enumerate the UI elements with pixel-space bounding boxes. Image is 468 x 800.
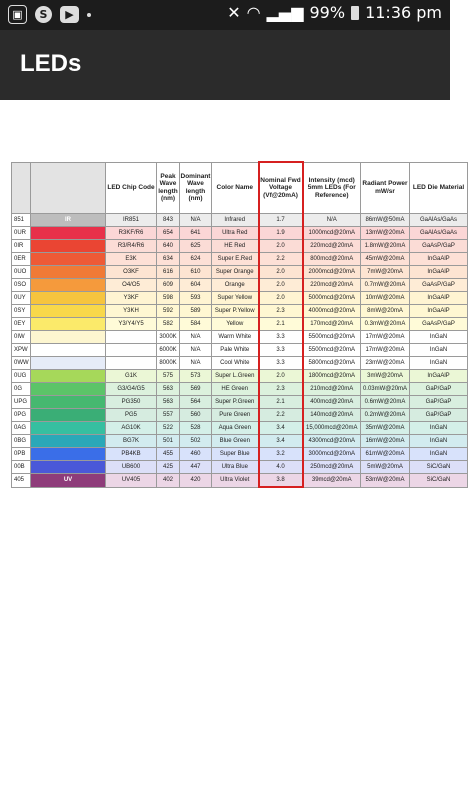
- intensity-cell: 5500mcd@20mA: [303, 331, 361, 344]
- intensity-cell: 170mcd@20mA: [303, 318, 361, 331]
- color-name-cell: Super Yellow: [212, 292, 259, 305]
- die-material-cell: InGaN: [410, 448, 468, 461]
- chip-code-cell: PG5: [106, 409, 157, 422]
- intensity-cell: N/A: [303, 214, 361, 227]
- battery-icon: [351, 6, 359, 20]
- voltage-cell: 2.0: [259, 266, 303, 279]
- dominant-wavelength-cell: 447: [180, 461, 212, 474]
- color-swatch: [31, 305, 106, 318]
- peak-wavelength-cell: 501: [157, 435, 180, 448]
- sync-icon: S: [35, 6, 52, 23]
- system-status: [227, 3, 442, 22]
- voltage-cell: 2.1: [259, 318, 303, 331]
- intensity-cell: 4300mcd@20mA: [303, 435, 361, 448]
- dominant-wavelength-cell: 528: [180, 422, 212, 435]
- intensity-cell: 15,000mcd@20mA: [303, 422, 361, 435]
- voltage-cell: 2.3: [259, 305, 303, 318]
- color-name-cell: Ultra Violet: [212, 474, 259, 488]
- radiant-power-cell: 0.6mW@20mA: [361, 396, 410, 409]
- voltage-cell: 2.0: [259, 292, 303, 305]
- code-cell: UPG: [12, 396, 31, 409]
- radiant-power-cell: 86mW@50mA: [361, 214, 410, 227]
- color-swatch: [31, 422, 106, 435]
- color-name-cell: Super Blue: [212, 448, 259, 461]
- code-cell: 851: [12, 214, 31, 227]
- voltage-cell: 2.0: [259, 279, 303, 292]
- header-code: [12, 162, 31, 214]
- chip-code-cell: PB4KB: [106, 448, 157, 461]
- die-material-cell: GaAsP/GaP: [410, 318, 468, 331]
- die-material-cell: SiC/GaN: [410, 461, 468, 474]
- table-row: [12, 396, 468, 409]
- intensity-cell: 1800mcd@20mA: [303, 370, 361, 383]
- color-name-cell: Aqua Green: [212, 422, 259, 435]
- chip-code-cell: [106, 357, 157, 370]
- die-material-cell: InGaN: [410, 435, 468, 448]
- color-swatch: [31, 435, 106, 448]
- header-peak: Peak Wave length (nm): [157, 162, 180, 214]
- radiant-power-cell: 13mW@20mA: [361, 227, 410, 240]
- header-voltage: Nominal Fwd Voltage (Vf@20mA): [259, 162, 303, 214]
- dominant-wavelength-cell: 502: [180, 435, 212, 448]
- color-name-cell: Cool White: [212, 357, 259, 370]
- color-swatch: [31, 409, 106, 422]
- code-cell: 0PB: [12, 448, 31, 461]
- header-dominant: Dominant Wave length (nm): [180, 162, 212, 214]
- dominant-wavelength-cell: 573: [180, 370, 212, 383]
- chip-code-cell: BG7K: [106, 435, 157, 448]
- chip-code-cell: [106, 331, 157, 344]
- peak-wavelength-cell: 575: [157, 370, 180, 383]
- intensity-cell: 400mcd@20mA: [303, 396, 361, 409]
- intensity-cell: 4000mcd@20mA: [303, 305, 361, 318]
- color-swatch: [31, 448, 106, 461]
- radiant-power-cell: 61mW@20mA: [361, 448, 410, 461]
- color-name-cell: Yellow: [212, 318, 259, 331]
- table-row: [12, 448, 468, 461]
- color-swatch: [31, 331, 106, 344]
- led-table-image[interactable]: [11, 161, 465, 488]
- chip-code-cell: Y3/Y4/Y5: [106, 318, 157, 331]
- more-notifications-icon: [87, 13, 91, 17]
- code-cell: 0UR: [12, 227, 31, 240]
- die-material-cell: InGaN: [410, 331, 468, 344]
- peak-wavelength-cell: 634: [157, 253, 180, 266]
- color-name-cell: Super Orange: [212, 266, 259, 279]
- chip-code-cell: R3KF/R6: [106, 227, 157, 240]
- peak-wavelength-cell: 3000K: [157, 331, 180, 344]
- die-material-cell: GaAsP/GaP: [410, 240, 468, 253]
- chip-code-cell: UB600: [106, 461, 157, 474]
- voltage-cell: 3.4: [259, 435, 303, 448]
- voltage-cell: 3.3: [259, 357, 303, 370]
- table-row: [12, 331, 468, 344]
- intensity-cell: 5000mcd@20mA: [303, 292, 361, 305]
- code-cell: 0UY: [12, 292, 31, 305]
- radiant-power-cell: 8mW@20mA: [361, 305, 410, 318]
- code-cell: 0SY: [12, 305, 31, 318]
- color-name-cell: HE Green: [212, 383, 259, 396]
- table-row: [12, 474, 468, 488]
- chip-code-cell: AG10K: [106, 422, 157, 435]
- intensity-cell: 39mcd@20mA: [303, 474, 361, 488]
- color-swatch: [31, 344, 106, 357]
- table-row: [12, 409, 468, 422]
- color-name-cell: Super P.Yellow: [212, 305, 259, 318]
- peak-wavelength-cell: 592: [157, 305, 180, 318]
- code-cell: 0UO: [12, 266, 31, 279]
- peak-wavelength-cell: 640: [157, 240, 180, 253]
- signal-icon: ▂▄▆: [266, 3, 304, 22]
- die-material-cell: GaP/GaP: [410, 383, 468, 396]
- chip-code-cell: O4/O5: [106, 279, 157, 292]
- table-row: [12, 318, 468, 331]
- chip-code-cell: Y3KH: [106, 305, 157, 318]
- code-cell: 405: [12, 474, 31, 488]
- table-row: [12, 279, 468, 292]
- color-swatch: [31, 396, 106, 409]
- peak-wavelength-cell: 522: [157, 422, 180, 435]
- voltage-cell: 1.7: [259, 214, 303, 227]
- intensity-cell: 210mcd@20mA: [303, 383, 361, 396]
- notification-icons: [8, 5, 91, 24]
- color-swatch: [31, 383, 106, 396]
- table-row: [12, 435, 468, 448]
- voltage-cell: 2.2: [259, 409, 303, 422]
- voltage-cell: 2.3: [259, 383, 303, 396]
- code-cell: 0IW: [12, 331, 31, 344]
- chip-code-cell: G3/G4/G5: [106, 383, 157, 396]
- peak-wavelength-cell: 8000K: [157, 357, 180, 370]
- die-material-cell: GaAlAs/GaAs: [410, 214, 468, 227]
- color-name-cell: Pale White: [212, 344, 259, 357]
- chip-code-cell: PG350: [106, 396, 157, 409]
- color-swatch: [31, 318, 106, 331]
- peak-wavelength-cell: 843: [157, 214, 180, 227]
- peak-wavelength-cell: 582: [157, 318, 180, 331]
- die-material-cell: InGaAlP: [410, 253, 468, 266]
- table-row: [12, 266, 468, 279]
- radiant-power-cell: 17mW@20mA: [361, 344, 410, 357]
- voltage-cell: 2.1: [259, 396, 303, 409]
- header-radiant-power: Radiant Power mW/sr: [361, 162, 410, 214]
- table-row: [12, 461, 468, 474]
- chip-code-cell: O3KF: [106, 266, 157, 279]
- radiant-power-cell: 23mW@20mA: [361, 357, 410, 370]
- intensity-cell: 220mcd@20mA: [303, 279, 361, 292]
- color-name-cell: Ultra Red: [212, 227, 259, 240]
- table-header-row: [12, 162, 468, 214]
- radiant-power-cell: 17mW@20mA: [361, 331, 410, 344]
- youtube-icon: ▶: [60, 6, 79, 23]
- peak-wavelength-cell: 563: [157, 396, 180, 409]
- radiant-power-cell: 5mW@20mA: [361, 461, 410, 474]
- die-material-cell: InGaAlP: [410, 305, 468, 318]
- table-row: [12, 227, 468, 240]
- color-swatch: [31, 240, 106, 253]
- status-bar: [0, 0, 450, 30]
- header-die-material: LED Die Material: [410, 162, 468, 214]
- dominant-wavelength-cell: N/A: [180, 214, 212, 227]
- voltage-cell: 4.0: [259, 461, 303, 474]
- radiant-power-cell: 0.03mW@20mA: [361, 383, 410, 396]
- dominant-wavelength-cell: 593: [180, 292, 212, 305]
- chip-code-cell: UV405: [106, 474, 157, 488]
- app-bar: [0, 30, 450, 100]
- voltage-cell: 3.3: [259, 331, 303, 344]
- dominant-wavelength-cell: 604: [180, 279, 212, 292]
- code-cell: 0PG: [12, 409, 31, 422]
- die-material-cell: GaAsP/GaP: [410, 279, 468, 292]
- color-name-cell: Orange: [212, 279, 259, 292]
- code-cell: 0EY: [12, 318, 31, 331]
- clock: 11:36 pm: [365, 3, 442, 22]
- voltage-cell: 3.8: [259, 474, 303, 488]
- die-material-cell: GaP/GaP: [410, 396, 468, 409]
- led-table: [11, 161, 468, 488]
- code-cell: 0AG: [12, 422, 31, 435]
- intensity-cell: 3000mcd@20mA: [303, 448, 361, 461]
- table-row: [12, 305, 468, 318]
- code-cell: 0BG: [12, 435, 31, 448]
- radiant-power-cell: 45mW@20mA: [361, 253, 410, 266]
- header-chip-code: LED Chip Code: [106, 162, 157, 214]
- header-swatch: [31, 162, 106, 214]
- dominant-wavelength-cell: N/A: [180, 357, 212, 370]
- die-material-cell: InGaAlP: [410, 370, 468, 383]
- intensity-cell: 5500mcd@20mA: [303, 344, 361, 357]
- dominant-wavelength-cell: 460: [180, 448, 212, 461]
- peak-wavelength-cell: 616: [157, 266, 180, 279]
- color-swatch: IR: [31, 214, 106, 227]
- table-row: [12, 214, 468, 227]
- voltage-cell: 2.0: [259, 370, 303, 383]
- table-row: [12, 357, 468, 370]
- radiant-power-cell: 1.8mW@20mA: [361, 240, 410, 253]
- code-cell: 0IR: [12, 240, 31, 253]
- gallery-icon: ▣: [8, 5, 27, 24]
- die-material-cell: InGaN: [410, 344, 468, 357]
- color-name-cell: HE Red: [212, 240, 259, 253]
- intensity-cell: 1000mcd@20mA: [303, 227, 361, 240]
- radiant-power-cell: 10mW@20mA: [361, 292, 410, 305]
- chip-code-cell: G1K: [106, 370, 157, 383]
- table-row: [12, 422, 468, 435]
- color-name-cell: Super E.Red: [212, 253, 259, 266]
- dominant-wavelength-cell: 625: [180, 240, 212, 253]
- color-swatch: [31, 227, 106, 240]
- peak-wavelength-cell: 598: [157, 292, 180, 305]
- die-material-cell: InGaN: [410, 357, 468, 370]
- code-cell: 0G: [12, 383, 31, 396]
- intensity-cell: 250mcd@20mA: [303, 461, 361, 474]
- app-title: LEDs: [20, 50, 82, 77]
- code-cell: 0WW: [12, 357, 31, 370]
- dominant-wavelength-cell: 610: [180, 266, 212, 279]
- color-name-cell: Ultra Blue: [212, 461, 259, 474]
- color-name-cell: Warm White: [212, 331, 259, 344]
- dominant-wavelength-cell: N/A: [180, 331, 212, 344]
- radiant-power-cell: 0.3mW@20mA: [361, 318, 410, 331]
- color-swatch: [31, 266, 106, 279]
- table-row: [12, 344, 468, 357]
- peak-wavelength-cell: 563: [157, 383, 180, 396]
- die-material-cell: GaAlAs/GaAs: [410, 227, 468, 240]
- table-row: [12, 370, 468, 383]
- dominant-wavelength-cell: 584: [180, 318, 212, 331]
- code-cell: 0ER: [12, 253, 31, 266]
- radiant-power-cell: 35mW@20mA: [361, 422, 410, 435]
- intensity-cell: 140mcd@20mA: [303, 409, 361, 422]
- color-name-cell: Super P.Green: [212, 396, 259, 409]
- peak-wavelength-cell: 6000K: [157, 344, 180, 357]
- dominant-wavelength-cell: 589: [180, 305, 212, 318]
- dominant-wavelength-cell: 624: [180, 253, 212, 266]
- dominant-wavelength-cell: 560: [180, 409, 212, 422]
- battery-percent: 99%: [309, 3, 346, 22]
- table-row: [12, 240, 468, 253]
- header-intensity: Intensity (mcd) 5mm LEDs (For Reference): [303, 162, 361, 214]
- mute-icon: ✕: [227, 3, 241, 22]
- chip-code-cell: Y3KF: [106, 292, 157, 305]
- color-swatch: [31, 461, 106, 474]
- peak-wavelength-cell: 402: [157, 474, 180, 488]
- voltage-cell: 2.2: [259, 253, 303, 266]
- dominant-wavelength-cell: 564: [180, 396, 212, 409]
- die-material-cell: InGaN: [410, 422, 468, 435]
- radiant-power-cell: 16mW@20mA: [361, 435, 410, 448]
- chip-code-cell: E3K: [106, 253, 157, 266]
- color-swatch: [31, 370, 106, 383]
- code-cell: XPW: [12, 344, 31, 357]
- color-name-cell: Super L.Green: [212, 370, 259, 383]
- voltage-cell: 3.2: [259, 448, 303, 461]
- code-cell: 0SO: [12, 279, 31, 292]
- die-material-cell: InGaAlP: [410, 292, 468, 305]
- intensity-cell: 220mcd@20mA: [303, 240, 361, 253]
- voltage-cell: 3.4: [259, 422, 303, 435]
- die-material-cell: SiC/GaN: [410, 474, 468, 488]
- dominant-wavelength-cell: 420: [180, 474, 212, 488]
- peak-wavelength-cell: 609: [157, 279, 180, 292]
- color-swatch: UV: [31, 474, 106, 488]
- peak-wavelength-cell: 425: [157, 461, 180, 474]
- dominant-wavelength-cell: 569: [180, 383, 212, 396]
- color-name-cell: Pure Green: [212, 409, 259, 422]
- intensity-cell: 2000mcd@20mA: [303, 266, 361, 279]
- die-material-cell: GaP/GaP: [410, 409, 468, 422]
- dominant-wavelength-cell: 641: [180, 227, 212, 240]
- color-name-cell: Infrared: [212, 214, 259, 227]
- chip-code-cell: [106, 344, 157, 357]
- header-color-name: Color Name: [212, 162, 259, 214]
- color-swatch: [31, 357, 106, 370]
- peak-wavelength-cell: 557: [157, 409, 180, 422]
- color-swatch: [31, 279, 106, 292]
- die-material-cell: InGaAlP: [410, 266, 468, 279]
- peak-wavelength-cell: 654: [157, 227, 180, 240]
- radiant-power-cell: 7mW@20mA: [361, 266, 410, 279]
- dominant-wavelength-cell: N/A: [180, 344, 212, 357]
- wifi-icon: ◠: [246, 3, 261, 22]
- chip-code-cell: R3/R4/R6: [106, 240, 157, 253]
- color-name-cell: Blue Green: [212, 435, 259, 448]
- table-row: [12, 292, 468, 305]
- chip-code-cell: IR851: [106, 214, 157, 227]
- voltage-cell: 3.3: [259, 344, 303, 357]
- intensity-cell: 800mcd@20mA: [303, 253, 361, 266]
- voltage-cell: 2.0: [259, 240, 303, 253]
- radiant-power-cell: 0.7mW@20mA: [361, 279, 410, 292]
- color-swatch: [31, 253, 106, 266]
- peak-wavelength-cell: 455: [157, 448, 180, 461]
- code-cell: 00B: [12, 461, 31, 474]
- radiant-power-cell: 53mW@20mA: [361, 474, 410, 488]
- radiant-power-cell: 3mW@20mA: [361, 370, 410, 383]
- voltage-cell: 1.9: [259, 227, 303, 240]
- radiant-power-cell: 0.2mW@20mA: [361, 409, 410, 422]
- table-row: [12, 383, 468, 396]
- code-cell: 0UG: [12, 370, 31, 383]
- intensity-cell: 5800mcd@20mA: [303, 357, 361, 370]
- color-swatch: [31, 292, 106, 305]
- table-row: [12, 253, 468, 266]
